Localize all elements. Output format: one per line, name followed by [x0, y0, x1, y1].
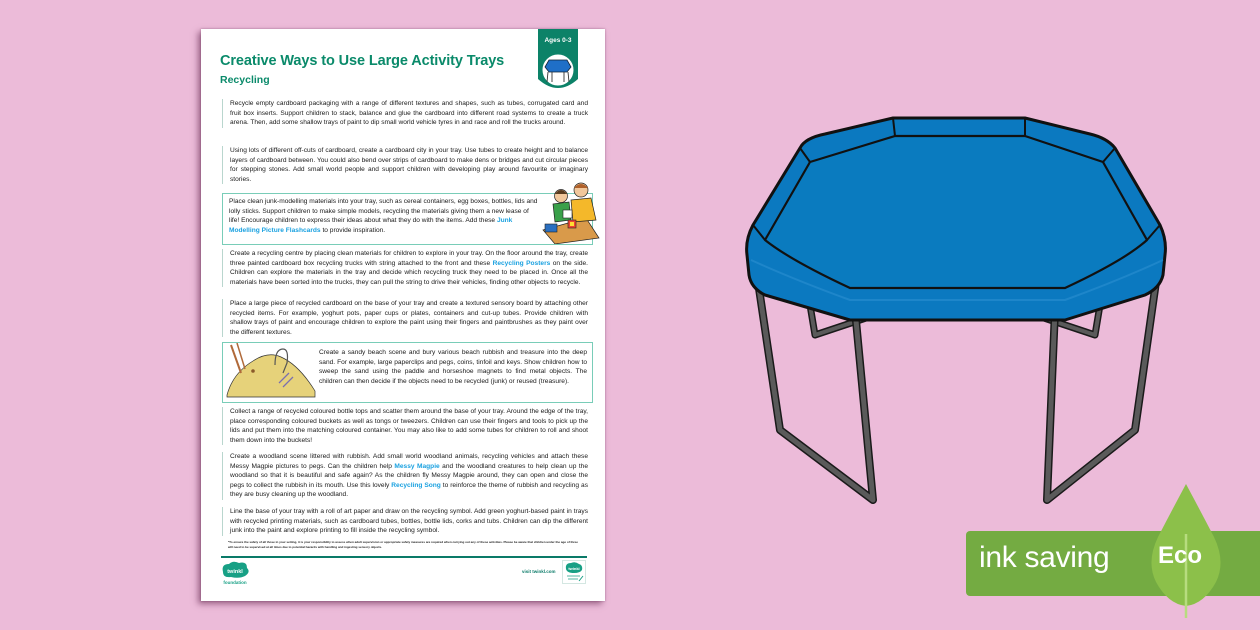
sandy-beach-box: [222, 342, 593, 403]
sand-pile-illustration: [223, 343, 319, 401]
safety-footnote: *To ensure the safety of all those in your setting, it is your responsibility to assess when adult supervision or appropriate safety measures are required when carrying out any of these activities. Please be aware that children under the age of three will need to be supervised at all times due to potential hazards with handling and ingesting sensory objects.: [228, 540, 578, 549]
activity-paragraph: Recycle empty cardboard packaging with a range of different textures and shapes, such as tubes, corrugated card and fruit box inserts. Support children to stack, balance and glue the cardboard into different road systems to create a truck arena. Then, add some shallow trays of paint to dip small world vehicle tyres in and race and roll the trucks around.: [222, 99, 588, 128]
footer-divider: [221, 556, 587, 558]
junk-modelling-box: [222, 193, 593, 245]
messy-magpie-link[interactable]: Messy Magpie: [394, 462, 440, 470]
visit-twinkl-link[interactable]: visit twinkl.com: [522, 569, 556, 574]
twinkl-logo: [562, 560, 586, 584]
children-modelling-illustration: [541, 180, 601, 244]
tray-badge-icon: [538, 29, 578, 93]
document-subtitle: Recycling: [220, 74, 270, 86]
eco-label: Eco: [1158, 542, 1203, 569]
activity-paragraph: Create a recycling centre by placing clean materials for children to explore in your tray. On the floor around the tray, create three painted cardboard box recycling trucks with string attached to the front and these Recycling Posters on the side. Children can explore the materials in the tray and decide which recycling truck they need to be placed in. Once all the materials have been sorted into the trucks, they can pull the string to drive their vehicles, finding other objects to recycle.: [222, 249, 588, 287]
svg-text:foundation: foundation: [223, 580, 247, 585]
ink-saving-label: ink saving: [979, 541, 1110, 574]
document-title: Creative Ways to Use Large Activity Trays: [220, 53, 505, 69]
age-badge: [538, 29, 578, 93]
activity-paragraph: Create a woodland scene littered with rubbish. Add small world woodland animals, recycling vehicles and attach these Messy Magpie pictures to pegs. Can the children help Messy Magpie and the woodland creatures to help clean up the woodland so that it is beautiful and safe again? As the children fly Messy Magpie around, they can open and close the pegs to collect the rubbish in its mouth. Use this lovely Recycling Song to reinforce the theme of rubbish and recycling as they are busy cleaning up the woodland.: [222, 452, 588, 500]
twinkl-foundation-logo: [219, 560, 255, 586]
activity-paragraph: Place a large piece of recycled cardboard on the base of your tray and create a textured sensory board by attaching other recycled items. For example, yoghurt pots, paper cups or plates, containers and cut-up tubes. Provide children with shallow trays of paint and encourage children to explore the paint using their fingers and paintbrushes as they paint over the different textures.: [222, 299, 588, 337]
svg-text:Ages 0-3: Ages 0-3: [544, 37, 572, 44]
activity-paragraph: Place clean junk-modelling materials into your tray, such as cereal containers, egg boxes, bottles, lids and lolly sticks. Support children to make simple models, recycling the materials giving them a new lease of life! Encourage children to express their ideas about what they do with the items. Add these Junk Modelling Picture Flashcards to provide inspiration.: [229, 198, 538, 234]
recycling-posters-link[interactable]: Recycling Posters: [492, 259, 551, 267]
svg-text:twinkl: twinkl: [568, 566, 580, 571]
activity-tray-illustration: [735, 110, 1180, 515]
activity-paragraph: Collect a range of recycled coloured bottle tops and scatter them around the base of your tray. Around the edge of the tray, place corresponding coloured buckets as well as tongs or tweezers. Children can use their fingers and tools to pick up the lids and put them into the matching coloured container. You may also like to add some tubes for children to roll and shoot them down into the buckets!: [222, 407, 588, 445]
activity-sheet: [201, 29, 605, 601]
activity-paragraph: Create a sandy beach scene and bury various beach rubbish and treasure into the deep sand. For example, large paperclips and pegs, coins, tinfoil and keys. Show children how to sweep the sand using the paddle and horseshoe magnets to find metal objects. The children can then decide if the objects need to be recycled (junk) or reused (treasure).: [319, 349, 587, 385]
recycling-song-link[interactable]: Recycling Song: [391, 481, 441, 489]
activity-paragraph: Using lots of different off-cuts of cardboard, create a cardboard city in your tray. Use tubes to create height and to balance layers of cardboard between. You could also bend over strips of cardboard to make dens or bridges and cut circular pieces for stepping stones. Add small world people and support children with developing play around favourite or imaginary stories.: [222, 146, 588, 184]
activity-paragraph: Line the base of your tray with a roll of art paper and draw on the recycling symbol. Add green yoghurt-based paint in trays with recycled printing materials, such as cardboard tubes, bottles, bottle lids, corks and tubs. Children can dip the different junk into the paint and explore printing to fill inside the recycling symbol.: [222, 507, 588, 536]
junk-modelling-flashcards-link[interactable]: Junk Modelling Picture Flashcards: [229, 217, 513, 234]
svg-text:twinkl: twinkl: [227, 569, 243, 575]
